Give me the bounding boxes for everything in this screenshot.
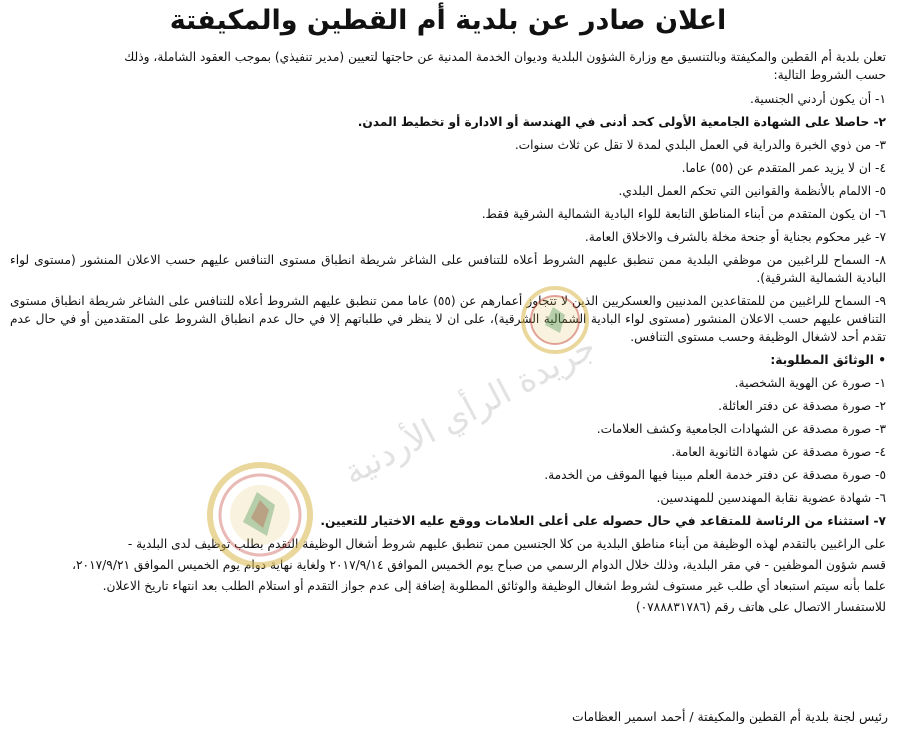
intro-paragraph	[10, 48, 886, 84]
document-item: ٥- صورة مصدقة عن دفتر خدمة العلم مبينا فيها الموقف من الخدمة.	[544, 468, 886, 482]
condition-item: ١- أن يكون أردني الجنسية.	[750, 92, 886, 106]
documents-heading: • الوثائق المطلوبة:	[770, 353, 886, 367]
condition-item: ٦- ان يكون المتقدم من أبناء المناطق التابعة للواء البادية الشمالية الشرقية فقط.	[481, 207, 886, 221]
page-title: اعلان صادر عن بلدية أم القطين والمكيفتة	[169, 5, 727, 36]
condition-item: ٥- الالمام بالأنظمة والقوانين التي تحكم العمل البلدي.	[618, 184, 886, 198]
closing-paragraph	[10, 535, 886, 617]
document-item: ١- صورة عن الهوية الشخصية.	[734, 376, 886, 390]
closing-line: على الراغبين بالتقدم لهذه الوظيفة من أبناء مناطق البلدية من كلا الجنسين ممن تنطبق عليهم شروط أشغال الوظيفة التقدم بطلب توظيف لدى البلدية -	[127, 537, 886, 551]
documents-list	[10, 374, 886, 530]
document-item: ٦- شهادة عضوية نقابة المهندسين للمهندسين.	[656, 491, 886, 505]
closing-line: علما بأنه سيتم استبعاد أي طلب غير مستوف لشروط اشغال الوظيفة والوثائق المطلوبة إضافة إلى عدم جواز التقدم أو استلام الطلب بعد انتهاء تاريخ الاعلان.	[102, 579, 886, 593]
intro-line: حسب الشروط التالية:	[773, 68, 886, 82]
document-item: ٤- صورة مصدقة عن شهادة الثانوية العامة.	[671, 445, 886, 459]
newspaper-watermark: جريدة الرأي الأردنية	[336, 326, 603, 494]
document-item: ٢- صورة مصدقة عن دفتر العائلة.	[718, 399, 886, 413]
condition-item: ٤- ان لا يزيد عمر المتقدم عن (٥٥) عاما.	[681, 161, 886, 175]
conditions-list	[10, 90, 886, 346]
contact-line: للاستفسار الاتصال على هاتف رقم (٠٧٨٨٨٣١٧٨٦)	[635, 600, 886, 614]
condition-item: ٩- السماح للراغبين من للمتقاعدين المدنيين والعسكريين الذين لا تتجاوز أعمارهم عن (٥٥) عاما ممن تنطبق عليهم الشروط أعلاه للتنافس على الشاغر شريطة انطباق مستوى التنافس عليهم حسب الاعلان المنشور (مستوى لواء البادية الشمالية الشرقية)، على ان لا ينظر في طلباتهم إلا في حال عدم انطباق الشروط على المتقدمين أو في حال عدم تقدم أحد لاشغال الوظيفة وحسب مستوى التنافس.	[10, 294, 886, 344]
condition-item: ٨- السماح للراغبين من موظفي البلدية ممن تنطبق عليهم الشروط أعلاه للتنافس على الشاغر شريطة انطباق مستوى التنافس عليهم حسب الاعلان المنشور (مستوى لواء البادية الشمالية الشرقية).	[10, 253, 886, 285]
condition-item: ٢- حاصلا على الشهادة الجامعية الأولى كحد أدنى في الهندسة أو الادارة أو تخطيط المدن.	[357, 115, 886, 129]
condition-item: ٣- من ذوي الخبرة والدراية في العمل البلدي لمدة لا تقل عن ثلاث سنوات.	[514, 138, 886, 152]
closing-line: قسم شؤون الموظفين - في مقر البلدية، وذلك خلال الدوام الرسمي من صباح يوم الخميس الموافق ٢٠١٧/٩/١٤ ولغاية نهاية دوام يوم الخميس الموافق ٢٠١٧/٩/٢١،	[72, 558, 886, 572]
document-item: ٣- صورة مصدقة عن الشهادات الجامعية وكشف العلامات.	[596, 422, 886, 436]
document-item: ٧- استثناء من الرئاسة للمتقاعد في حال حصوله على أعلى العلامات ووقع عليه الاختيار للتعيين.	[320, 514, 886, 528]
intro-line: تعلن بلدية أم القطين والمكيفتة وبالتنسيق مع وزارة الشؤون البلدية وديوان الخدمة المدنية عن حاجتها لتعيين (مدير تنفيذي) بموجب العقود الشاملة، وذلك	[124, 50, 886, 64]
condition-item: ٧- غير محكوم بجناية أو جنحة مخلة بالشرف والاخلاق العامة.	[584, 230, 886, 244]
signature-line: رئيس لجنة بلدية أم القطين والمكيفتة / أحمد اسمير العظامات	[572, 709, 888, 724]
